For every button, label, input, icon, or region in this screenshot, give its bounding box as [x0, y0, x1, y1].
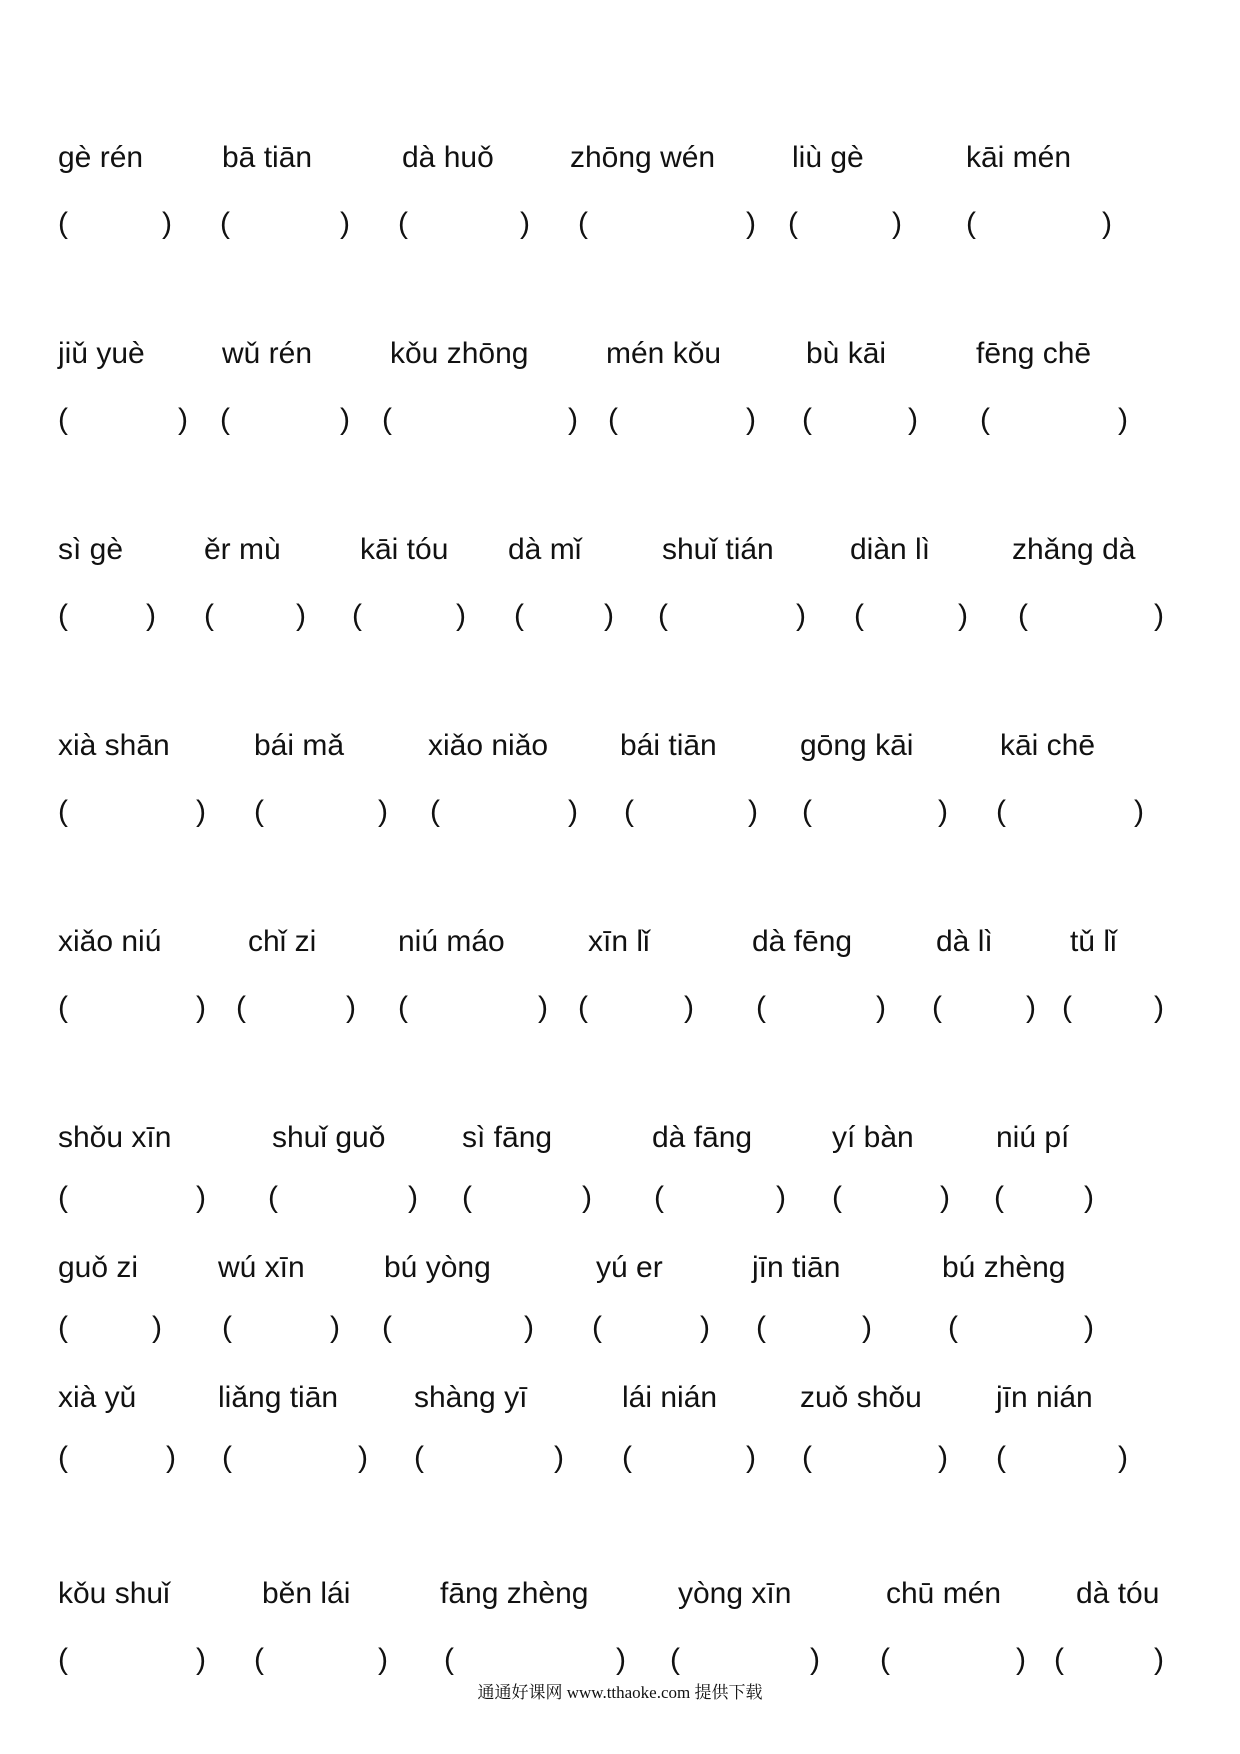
answer-paren-close: ) [152, 1311, 162, 1344]
answer-paren-open: ( [948, 1311, 958, 1344]
pinyin-word: dà tóu [1076, 1577, 1160, 1610]
pinyin-word: yòng xīn [678, 1577, 792, 1610]
pinyin-word: dà huǒ [402, 141, 494, 174]
pinyin-word: gè rén [58, 141, 144, 174]
answer-paren-close: ) [1154, 599, 1164, 632]
pinyin-word: kāi tóu [360, 533, 449, 566]
pinyin-word: chǐ zi [248, 925, 317, 958]
answer-paren-open: ( [994, 1181, 1004, 1214]
pinyin-row [0, 1248, 1240, 1288]
pinyin-row [0, 530, 1240, 570]
answer-paren-close: ) [700, 1311, 710, 1344]
answer-paren-open: ( [382, 1311, 392, 1344]
answer-paren-open: ( [220, 403, 230, 436]
answer-paren-open: ( [398, 991, 408, 1024]
pinyin-word: xià yǔ [58, 1381, 137, 1414]
answer-paren-close: ) [908, 403, 918, 436]
answer-paren-close: ) [810, 1643, 820, 1676]
answer-paren-open: ( [58, 1643, 68, 1676]
pinyin-word: kǒu shuǐ [58, 1577, 170, 1610]
answer-row [0, 400, 1240, 440]
answer-paren-open: ( [58, 1181, 68, 1214]
pinyin-word: fēng chē [976, 337, 1092, 370]
answer-paren-close: ) [568, 403, 578, 436]
pinyin-word: kǒu zhōng [390, 337, 529, 370]
answer-paren-close: ) [746, 207, 756, 240]
pinyin-word: běn lái [262, 1577, 351, 1610]
answer-paren-close: ) [1084, 1181, 1094, 1214]
pinyin-word: zuǒ shǒu [800, 1381, 922, 1414]
answer-paren-open: ( [382, 403, 392, 436]
answer-paren-open: ( [658, 599, 668, 632]
answer-paren-close: ) [892, 207, 902, 240]
answer-paren-close: ) [196, 795, 206, 828]
answer-paren-open: ( [756, 1311, 766, 1344]
answer-paren-close: ) [1134, 795, 1144, 828]
pinyin-word: xià shān [58, 729, 170, 762]
pinyin-word: mén kǒu [606, 337, 722, 370]
pinyin-word: sì fāng [462, 1121, 553, 1154]
answer-paren-close: ) [748, 795, 758, 828]
answer-paren-open: ( [58, 207, 68, 240]
answer-row [0, 1438, 1240, 1478]
pinyin-word: jīn tiān [752, 1251, 841, 1284]
answer-paren-open: ( [854, 599, 864, 632]
pinyin-word: xiǎo niǎo [428, 729, 549, 762]
answer-paren-open: ( [624, 795, 634, 828]
answer-paren-close: ) [940, 1181, 950, 1214]
answer-paren-open: ( [254, 795, 264, 828]
answer-paren-close: ) [554, 1441, 564, 1474]
pinyin-row [0, 726, 1240, 766]
answer-paren-open: ( [222, 1441, 232, 1474]
pinyin-word: gōng kāi [800, 729, 914, 762]
answer-paren-close: ) [1016, 1643, 1026, 1676]
answer-paren-close: ) [196, 991, 206, 1024]
pinyin-word: jīn nián [996, 1381, 1093, 1414]
answer-paren-open: ( [352, 599, 362, 632]
answer-paren-close: ) [538, 991, 548, 1024]
answer-paren-close: ) [746, 403, 756, 436]
answer-paren-open: ( [414, 1441, 424, 1474]
answer-paren-open: ( [996, 1441, 1006, 1474]
pinyin-row [0, 1378, 1240, 1418]
pinyin-word: shuǐ guǒ [272, 1121, 386, 1154]
answer-paren-close: ) [524, 1311, 534, 1344]
answer-paren-close: ) [378, 1643, 388, 1676]
answer-paren-open: ( [578, 207, 588, 240]
pinyin-word: liǎng tiān [218, 1381, 339, 1414]
answer-paren-close: ) [346, 991, 356, 1024]
answer-paren-close: ) [358, 1441, 368, 1474]
answer-paren-open: ( [1018, 599, 1028, 632]
pinyin-word: kāi mén [966, 141, 1072, 174]
pinyin-row [0, 1118, 1240, 1158]
answer-paren-close: ) [746, 1441, 756, 1474]
answer-paren-open: ( [670, 1643, 680, 1676]
answer-paren-open: ( [756, 991, 766, 1024]
pinyin-word: yú er [596, 1251, 663, 1284]
answer-paren-close: ) [1154, 1643, 1164, 1676]
answer-paren-close: ) [178, 403, 188, 436]
pinyin-word: shuǐ tián [662, 533, 774, 566]
pinyin-word: shàng yī [414, 1381, 528, 1414]
answer-row [0, 1640, 1240, 1680]
pinyin-word: jiǔ yuè [58, 337, 145, 370]
answer-paren-open: ( [220, 207, 230, 240]
answer-paren-open: ( [58, 403, 68, 436]
answer-row [0, 792, 1240, 832]
pinyin-row [0, 922, 1240, 962]
pinyin-word: bú yòng [384, 1251, 491, 1284]
answer-paren-open: ( [254, 1643, 264, 1676]
answer-paren-close: ) [582, 1181, 592, 1214]
pinyin-word: dà fāng [652, 1121, 753, 1154]
answer-paren-open: ( [58, 795, 68, 828]
answer-paren-close: ) [162, 207, 172, 240]
answer-paren-open: ( [980, 403, 990, 436]
answer-paren-open: ( [832, 1181, 842, 1214]
answer-paren-open: ( [880, 1643, 890, 1676]
pinyin-word: bái mǎ [254, 729, 345, 762]
answer-paren-close: ) [862, 1311, 872, 1344]
pinyin-word: bú zhèng [942, 1251, 1066, 1284]
answer-paren-open: ( [236, 991, 246, 1024]
pinyin-word: dà fēng [752, 925, 853, 958]
answer-paren-close: ) [330, 1311, 340, 1344]
answer-paren-close: ) [938, 1441, 948, 1474]
pinyin-word: liù gè [792, 141, 864, 174]
pinyin-word: wú xīn [218, 1251, 305, 1284]
answer-paren-open: ( [268, 1181, 278, 1214]
answer-paren-close: ) [340, 403, 350, 436]
pinyin-word: sì gè [58, 533, 124, 566]
answer-paren-close: ) [378, 795, 388, 828]
answer-paren-close: ) [146, 599, 156, 632]
answer-row [0, 1308, 1240, 1348]
answer-paren-open: ( [222, 1311, 232, 1344]
answer-paren-close: ) [616, 1643, 626, 1676]
pinyin-word: wǔ rén [222, 337, 313, 370]
answer-row [0, 204, 1240, 244]
answer-paren-open: ( [58, 1441, 68, 1474]
pinyin-word: diàn lì [850, 533, 931, 566]
answer-paren-close: ) [196, 1181, 206, 1214]
pinyin-word: bái tiān [620, 729, 717, 762]
answer-paren-open: ( [514, 599, 524, 632]
answer-paren-close: ) [1118, 1441, 1128, 1474]
answer-paren-open: ( [802, 403, 812, 436]
pinyin-row [0, 1574, 1240, 1614]
answer-paren-open: ( [578, 991, 588, 1024]
answer-paren-close: ) [166, 1441, 176, 1474]
answer-paren-close: ) [796, 599, 806, 632]
answer-paren-close: ) [296, 599, 306, 632]
pinyin-word: dà lì [936, 925, 993, 958]
answer-paren-close: ) [340, 207, 350, 240]
answer-paren-close: ) [568, 795, 578, 828]
pinyin-row [0, 138, 1240, 178]
pinyin-word: zhǎng dà [1012, 533, 1136, 566]
pinyin-word: dà mǐ [508, 533, 582, 566]
pinyin-word: fāng zhèng [440, 1577, 589, 1610]
answer-paren-open: ( [788, 207, 798, 240]
pinyin-word: yí bàn [832, 1121, 914, 1154]
answer-paren-open: ( [802, 795, 812, 828]
answer-paren-open: ( [622, 1441, 632, 1474]
pinyin-word: niú pí [996, 1121, 1070, 1154]
answer-paren-open: ( [966, 207, 976, 240]
answer-paren-open: ( [1062, 991, 1072, 1024]
answer-paren-close: ) [520, 207, 530, 240]
pinyin-word: guǒ zi [58, 1251, 139, 1284]
answer-paren-open: ( [802, 1441, 812, 1474]
answer-paren-close: ) [1026, 991, 1036, 1024]
answer-paren-open: ( [608, 403, 618, 436]
footer-credit: 通通好课网 www.tthaoke.com 提供下载 [477, 1683, 763, 1702]
pinyin-word: shǒu xīn [58, 1121, 172, 1154]
answer-paren-open: ( [430, 795, 440, 828]
answer-paren-open: ( [462, 1181, 472, 1214]
answer-paren-open: ( [58, 599, 68, 632]
answer-paren-close: ) [456, 599, 466, 632]
answer-paren-close: ) [938, 795, 948, 828]
answer-paren-open: ( [58, 1311, 68, 1344]
answer-paren-open: ( [592, 1311, 602, 1344]
pinyin-row [0, 334, 1240, 374]
answer-paren-close: ) [876, 991, 886, 1024]
answer-row [0, 596, 1240, 636]
answer-paren-open: ( [204, 599, 214, 632]
answer-paren-close: ) [684, 991, 694, 1024]
pinyin-word: tǔ lǐ [1070, 925, 1117, 958]
answer-paren-open: ( [398, 207, 408, 240]
answer-paren-open: ( [996, 795, 1006, 828]
pinyin-word: bù kāi [806, 337, 887, 370]
pinyin-word: lái nián [622, 1381, 718, 1414]
pinyin-word: kāi chē [1000, 729, 1096, 762]
answer-paren-close: ) [776, 1181, 786, 1214]
answer-paren-open: ( [1054, 1643, 1064, 1676]
answer-paren-open: ( [58, 991, 68, 1024]
pinyin-word: bā tiān [222, 141, 313, 174]
answer-paren-close: ) [1102, 207, 1112, 240]
answer-row [0, 1178, 1240, 1218]
answer-paren-open: ( [932, 991, 942, 1024]
answer-paren-close: ) [1084, 1311, 1094, 1344]
answer-paren-open: ( [444, 1643, 454, 1676]
pinyin-word: chū mén [886, 1577, 1002, 1610]
answer-paren-close: ) [196, 1643, 206, 1676]
answer-paren-close: ) [408, 1181, 418, 1214]
pinyin-word: xīn lǐ [588, 925, 650, 958]
pinyin-word: niú máo [398, 925, 505, 958]
pinyin-word: xiǎo niú [58, 925, 162, 958]
answer-paren-open: ( [654, 1181, 664, 1214]
answer-paren-close: ) [958, 599, 968, 632]
answer-paren-close: ) [1118, 403, 1128, 436]
pinyin-word: ěr mù [204, 533, 281, 566]
answer-paren-close: ) [1154, 991, 1164, 1024]
pinyin-word: zhōng wén [570, 141, 716, 174]
answer-row [0, 988, 1240, 1028]
answer-paren-close: ) [604, 599, 614, 632]
